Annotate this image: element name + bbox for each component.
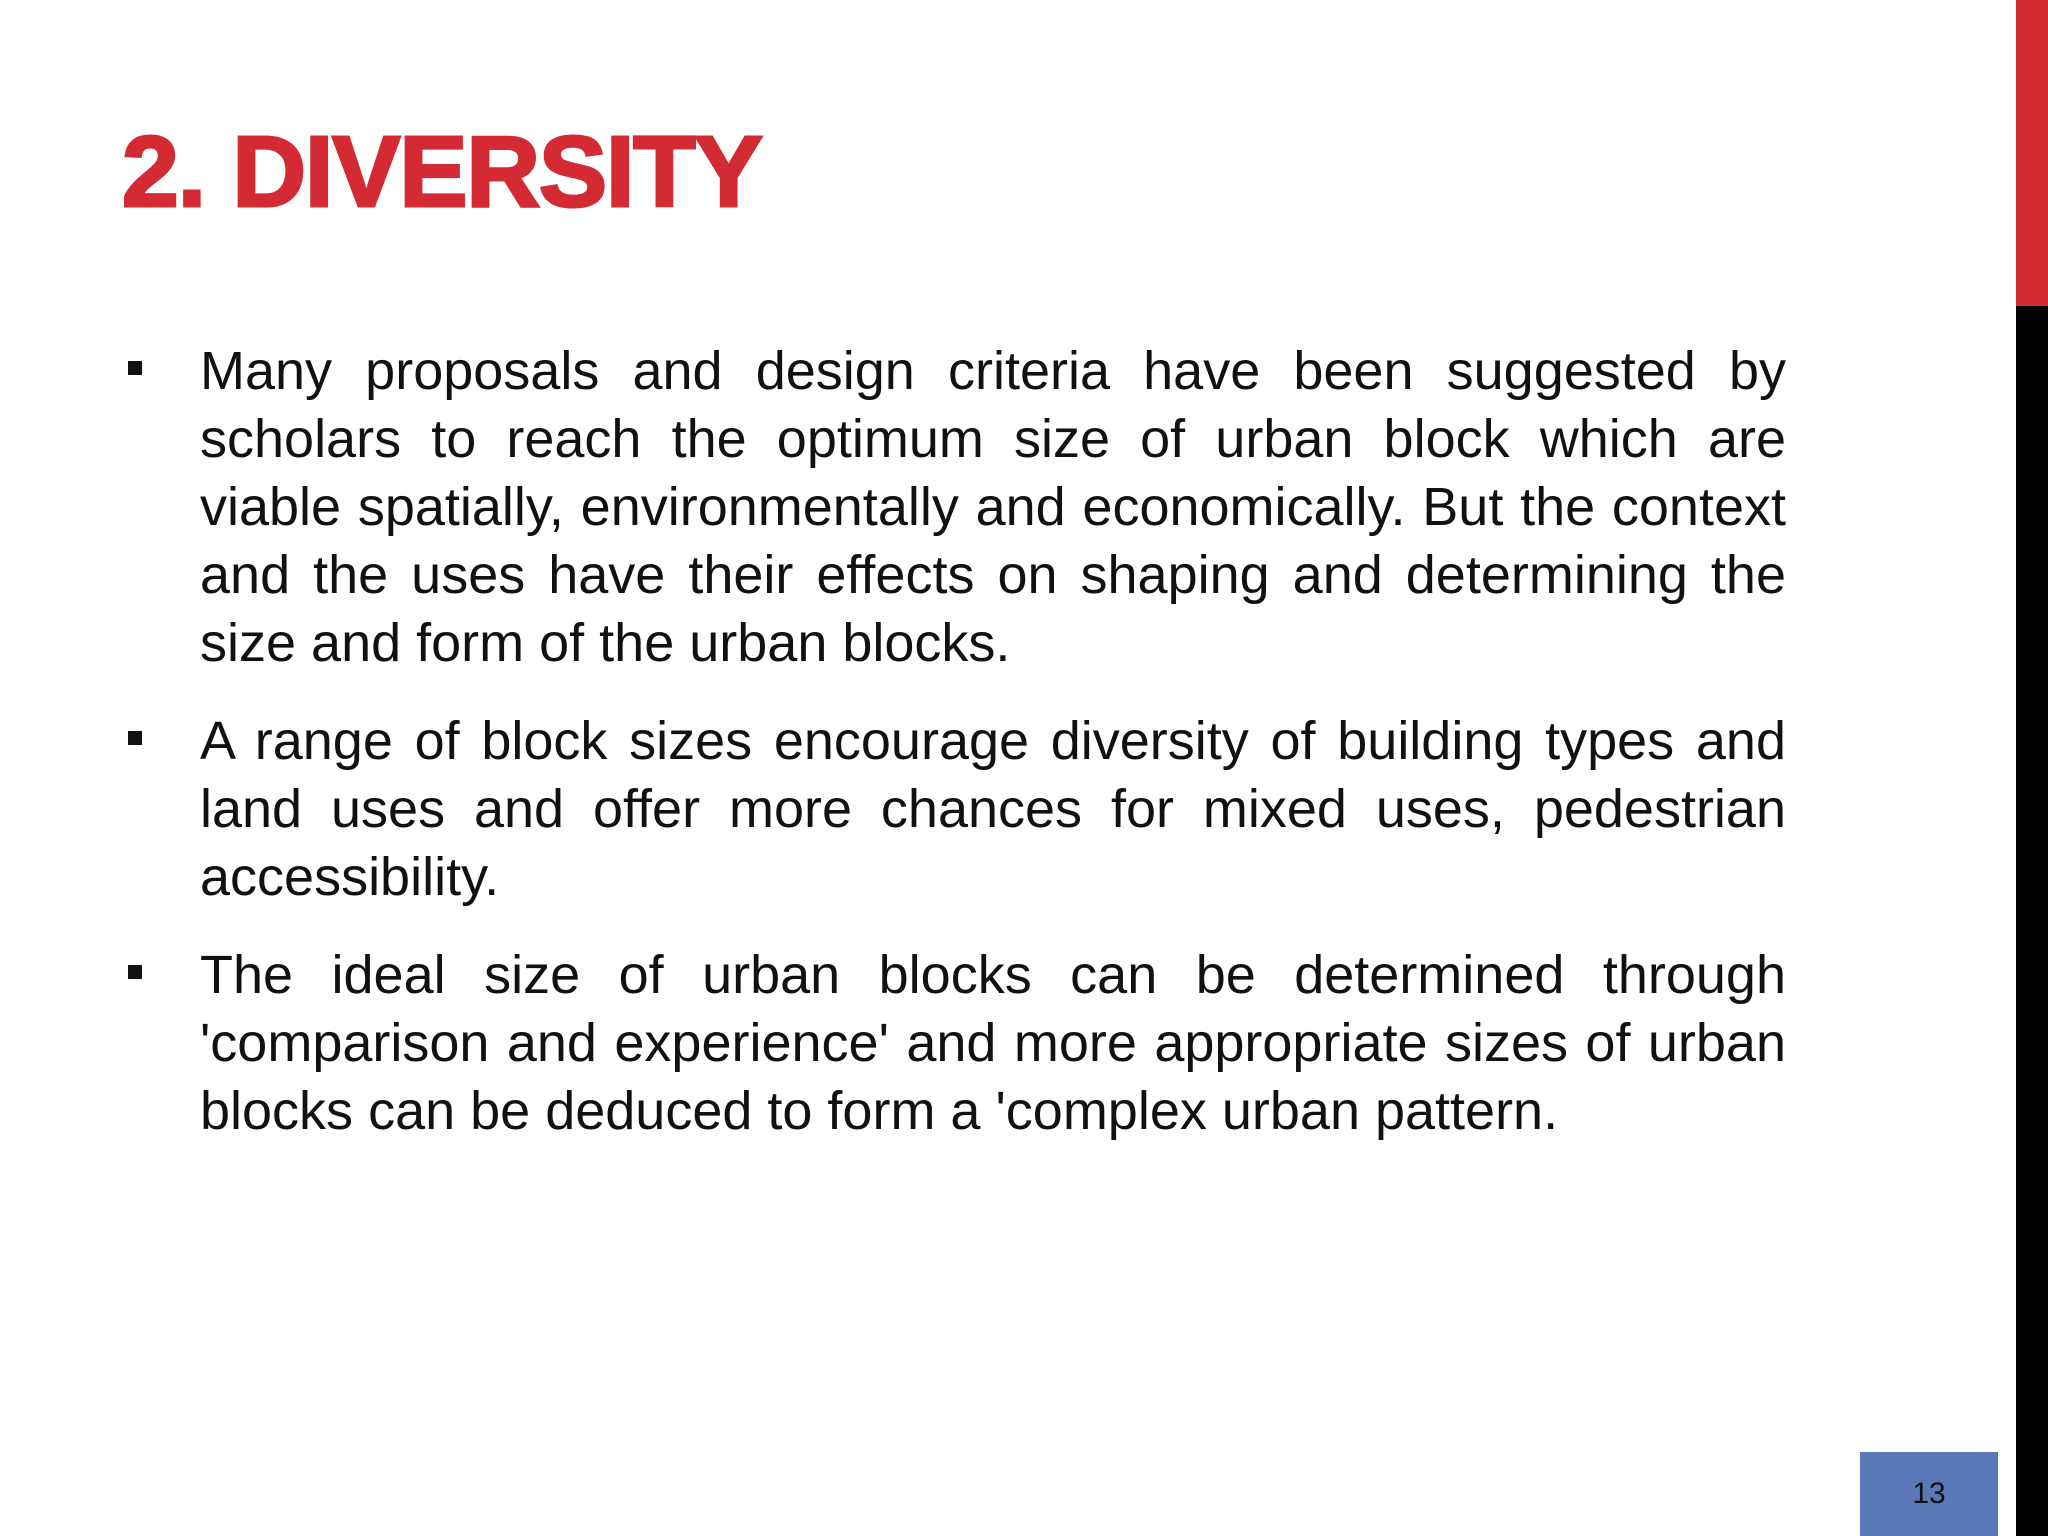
square-bullet-icon: [128, 731, 142, 745]
page-number-badge: [1860, 1452, 1998, 1536]
bullet-text: The ideal size of urban blocks can be determined through 'comparison and experience' and more appropriate sizes of urban blocks can be deduced to form a 'complex urban pattern.: [200, 945, 1786, 1141]
square-bullet-icon: [128, 965, 142, 979]
accent-bar-black: [2016, 306, 2048, 1536]
page-number: 13: [1912, 1477, 1946, 1510]
square-bullet-icon: [128, 361, 142, 375]
accent-bar-red: [2016, 0, 2048, 306]
slide-title: 2. DIVERSITY: [122, 116, 762, 228]
bullet-item: [122, 337, 1786, 677]
bullet-item: [122, 941, 1786, 1145]
bullet-list: [122, 337, 1786, 1175]
bullet-text: A range of block sizes encourage diversity of building types and land uses and offer more chances for mixed uses, pedestrian accessibility.: [200, 711, 1786, 907]
bullet-text: Many proposals and design criteria have been suggested by scholars to reach the optimum size of urban block which are viable spatially, environmentally and economically. But the context and the uses have their effects on shaping and determining the size and form of the urban blocks.: [200, 341, 1786, 673]
bullet-item: [122, 707, 1786, 911]
